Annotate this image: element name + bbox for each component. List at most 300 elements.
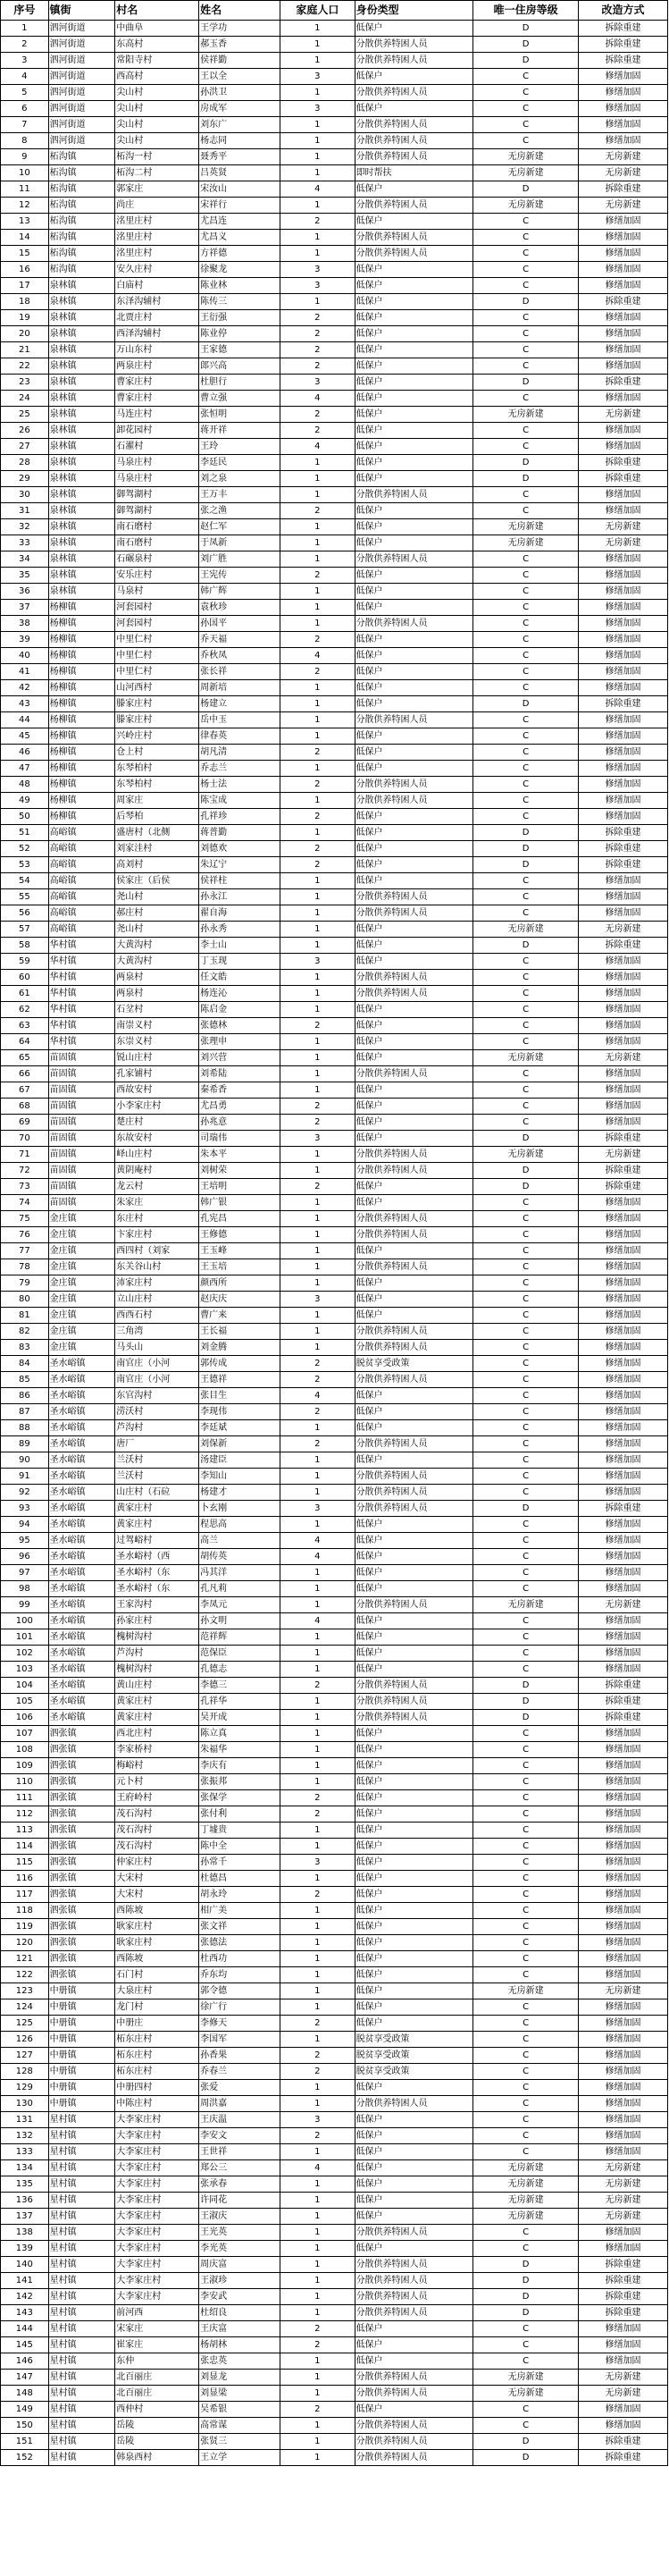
cell-renovation-method: 修缮加固 <box>579 2321 668 2337</box>
cell-index: 58 <box>1 938 49 954</box>
cell-household-size: 1 <box>280 938 355 954</box>
cell-village: 大李家庄村 <box>115 2273 199 2289</box>
cell-town: 泗张镇 <box>48 1742 115 1758</box>
table-row <box>1 1855 668 1871</box>
cell-village: 北贾庄村 <box>115 310 199 326</box>
cell-name: 王学功 <box>199 21 280 37</box>
cell-town: 高峪镇 <box>48 873 115 889</box>
cell-index: 16 <box>1 262 49 278</box>
cell-town: 圣水峪镇 <box>48 1597 115 1613</box>
cell-identity-type: 低保户 <box>355 21 473 37</box>
cell-housing-level: C <box>473 133 579 149</box>
cell-town: 高峪镇 <box>48 905 115 922</box>
table-row <box>1 1967 668 1983</box>
cell-index: 92 <box>1 1485 49 1501</box>
cell-identity-type: 低保户 <box>355 1774 473 1790</box>
cell-town: 泗河街道 <box>48 37 115 53</box>
cell-town: 圣水峪镇 <box>48 1533 115 1549</box>
cell-identity-type: 低保户 <box>355 2193 473 2209</box>
cell-name: 郭令德 <box>199 1983 280 1999</box>
cell-town: 泉林镇 <box>48 568 115 584</box>
cell-household-size: 1 <box>280 2257 355 2273</box>
cell-housing-level: C <box>473 1452 579 1469</box>
cell-index: 39 <box>1 632 49 648</box>
cell-index: 7 <box>1 117 49 133</box>
cell-index: 57 <box>1 922 49 938</box>
cell-household-size: 4 <box>280 439 355 455</box>
cell-identity-type: 低保户 <box>355 375 473 391</box>
cell-identity-type: 低保户 <box>355 2080 473 2096</box>
cell-village: 东官沟村 <box>115 1388 199 1404</box>
cell-index: 46 <box>1 745 49 761</box>
table-row <box>1 2353 668 2370</box>
cell-identity-type: 低保户 <box>355 1887 473 1903</box>
cell-identity-type: 低保户 <box>355 358 473 375</box>
cell-town: 金庄镇 <box>48 1292 115 1308</box>
cell-village: 滕家庄村 <box>115 696 199 712</box>
cell-index: 53 <box>1 857 49 873</box>
cell-village: 北百丽庄 <box>115 2370 199 2386</box>
cell-renovation-method: 修缮加固 <box>579 487 668 503</box>
cell-identity-type: 分散供养特困人员 <box>355 2257 473 2273</box>
cell-index: 94 <box>1 1517 49 1533</box>
table-row <box>1 1823 668 1839</box>
table-row <box>1 214 668 230</box>
cell-household-size: 2 <box>280 2048 355 2064</box>
cell-name: 高兰 <box>199 1533 280 1549</box>
cell-household-size: 1 <box>280 793 355 809</box>
cell-town: 星村镇 <box>48 2128 115 2144</box>
table-row <box>1 2096 668 2112</box>
cell-name: 袁秋珍 <box>199 600 280 616</box>
cell-name: 周新培 <box>199 680 280 696</box>
cell-village: 圣水峪村（西 <box>115 1549 199 1565</box>
cell-village: 柘东庄村 <box>115 2048 199 2064</box>
cell-town: 圣水峪镇 <box>48 1436 115 1452</box>
cell-identity-type: 低保户 <box>355 278 473 294</box>
cell-village: 高刘村 <box>115 857 199 873</box>
cell-renovation-method: 拆除重建 <box>579 1710 668 1726</box>
cell-town: 星村镇 <box>48 2241 115 2257</box>
cell-name: 周洪嘉 <box>199 2096 280 2112</box>
cell-town: 高峪镇 <box>48 889 115 905</box>
table-row <box>1 1211 668 1227</box>
cell-household-size: 1 <box>280 680 355 696</box>
cell-housing-level: C <box>473 2064 579 2080</box>
cell-name: 王玉培 <box>199 1259 280 1275</box>
cell-village: 东高村 <box>115 37 199 53</box>
cell-name: 宋汝山 <box>199 181 280 198</box>
cell-village: 刘家洼村 <box>115 841 199 857</box>
cell-town: 苗固镇 <box>48 1082 115 1099</box>
cell-index: 109 <box>1 1758 49 1774</box>
cell-housing-level: D <box>473 1694 579 1710</box>
cell-index: 62 <box>1 1002 49 1018</box>
cell-household-size: 1 <box>280 970 355 986</box>
cell-index: 105 <box>1 1694 49 1710</box>
cell-index: 49 <box>1 793 49 809</box>
cell-housing-level: D <box>473 53 579 69</box>
cell-housing-level: C <box>473 214 579 230</box>
cell-identity-type: 低保户 <box>355 1855 473 1871</box>
cell-town: 杨柳镇 <box>48 777 115 793</box>
cell-housing-level: C <box>473 69 579 85</box>
cell-renovation-method: 拆除重建 <box>579 2257 668 2273</box>
cell-renovation-method: 修缮加固 <box>579 551 668 568</box>
cell-index: 72 <box>1 1163 49 1179</box>
cell-housing-level: C <box>473 1839 579 1855</box>
cell-identity-type: 低保户 <box>355 1903 473 1919</box>
cell-village: 河套园村 <box>115 600 199 616</box>
cell-village: 小李家庄村 <box>115 1099 199 1115</box>
cell-identity-type: 即时帮扶 <box>355 165 473 181</box>
table-row <box>1 85 668 101</box>
table-row <box>1 1613 668 1629</box>
cell-identity-type: 分散供养特困人员 <box>355 777 473 793</box>
cell-housing-level: C <box>473 712 579 728</box>
cell-renovation-method: 修缮加固 <box>579 246 668 262</box>
cell-index: 27 <box>1 439 49 455</box>
cell-village: 曹家庄村 <box>115 391 199 407</box>
cell-household-size: 2 <box>280 664 355 680</box>
cell-renovation-method: 修缮加固 <box>579 2048 668 2064</box>
cell-identity-type: 低保户 <box>355 857 473 873</box>
cell-index: 102 <box>1 1646 49 1662</box>
cell-village: 孙家庄村 <box>115 1613 199 1629</box>
header-name: 姓名 <box>199 1 280 21</box>
cell-village: 大李家庄村 <box>115 2289 199 2305</box>
cell-index: 127 <box>1 2048 49 2064</box>
cell-household-size: 2 <box>280 214 355 230</box>
cell-housing-level: C <box>473 1742 579 1758</box>
cell-village: 西陈坡 <box>115 1903 199 1919</box>
cell-name: 张保学 <box>199 1790 280 1806</box>
cell-household-size: 1 <box>280 761 355 777</box>
cell-identity-type: 低保户 <box>355 2209 473 2225</box>
cell-identity-type: 低保户 <box>355 2016 473 2032</box>
cell-name: 乔东均 <box>199 1967 280 1983</box>
cell-identity-type: 低保户 <box>355 1131 473 1147</box>
cell-housing-level: C <box>473 1758 579 1774</box>
cell-village: 中册庄 <box>115 2016 199 2032</box>
cell-town: 泗张镇 <box>48 1903 115 1919</box>
cell-name: 程思高 <box>199 1517 280 1533</box>
cell-name: 孔凡莉 <box>199 1581 280 1597</box>
cell-index: 87 <box>1 1404 49 1420</box>
cell-housing-level: C <box>473 632 579 648</box>
cell-household-size: 1 <box>280 2370 355 2386</box>
cell-renovation-method: 拆除重建 <box>579 294 668 310</box>
cell-village: 御驾湖村 <box>115 503 199 519</box>
cell-name: 侯祥柱 <box>199 873 280 889</box>
cell-identity-type: 脱贫享受政策 <box>355 1356 473 1372</box>
cell-village: 西仲村 <box>115 2402 199 2418</box>
cell-identity-type: 低保户 <box>355 407 473 423</box>
cell-identity-type: 低保户 <box>355 1662 473 1678</box>
cell-index: 48 <box>1 777 49 793</box>
cell-household-size: 1 <box>280 873 355 889</box>
cell-index: 71 <box>1 1147 49 1163</box>
cell-town: 圣水峪镇 <box>48 1565 115 1581</box>
table-row <box>1 1340 668 1356</box>
cell-town: 圣水峪镇 <box>48 1356 115 1372</box>
table-row <box>1 1163 668 1179</box>
cell-identity-type: 低保户 <box>355 214 473 230</box>
cell-identity-type: 分散供养特困人员 <box>355 117 473 133</box>
cell-name: 孔宪昌 <box>199 1211 280 1227</box>
cell-village: 大李家庄村 <box>115 2176 199 2193</box>
cell-housing-level: C <box>473 2032 579 2048</box>
cell-town: 泉林镇 <box>48 278 115 294</box>
cell-village: 卞家庄村 <box>115 1227 199 1243</box>
header-index: 序号 <box>1 1 49 21</box>
cell-index: 99 <box>1 1597 49 1613</box>
cell-village: 南石磨村 <box>115 535 199 551</box>
cell-village: 南崇义村 <box>115 1018 199 1034</box>
cell-renovation-method: 修缮加固 <box>579 712 668 728</box>
cell-village: 大宋村 <box>115 1871 199 1887</box>
cell-household-size: 2 <box>280 1678 355 1694</box>
cell-name: 赵庆庆 <box>199 1292 280 1308</box>
cell-renovation-method: 无房新建 <box>579 535 668 551</box>
cell-renovation-method: 修缮加固 <box>579 1855 668 1871</box>
cell-housing-level: C <box>473 970 579 986</box>
cell-identity-type: 分散供养特困人员 <box>355 1259 473 1275</box>
cell-town: 金庄镇 <box>48 1308 115 1324</box>
cell-housing-level: C <box>473 2048 579 2064</box>
cell-town: 中册镇 <box>48 2048 115 2064</box>
cell-name: 张付利 <box>199 1806 280 1823</box>
cell-housing-level: D <box>473 2257 579 2273</box>
cell-identity-type: 低保户 <box>355 1629 473 1646</box>
table-row <box>1 358 668 375</box>
cell-household-size: 1 <box>280 455 355 471</box>
cell-index: 100 <box>1 1613 49 1629</box>
cell-name: 李德三 <box>199 1678 280 1694</box>
cell-index: 64 <box>1 1034 49 1050</box>
cell-renovation-method: 修缮加固 <box>579 600 668 616</box>
cell-name: 孙文明 <box>199 1613 280 1629</box>
cell-name: 刘德欢 <box>199 841 280 857</box>
cell-village: 西故安村 <box>115 1082 199 1099</box>
table-row <box>1 696 668 712</box>
table-row <box>1 1050 668 1066</box>
cell-index: 63 <box>1 1018 49 1034</box>
cell-index: 139 <box>1 2241 49 2257</box>
cell-village: 河套园村 <box>115 616 199 632</box>
cell-household-size: 1 <box>280 1951 355 1967</box>
cell-name: 陈业停 <box>199 326 280 342</box>
cell-renovation-method: 修缮加固 <box>579 1340 668 1356</box>
cell-housing-level: C <box>473 1195 579 1211</box>
cell-identity-type: 分散供养特困人员 <box>355 198 473 214</box>
cell-identity-type: 脱贫享受政策 <box>355 2048 473 2064</box>
cell-town: 华村镇 <box>48 938 115 954</box>
table-row <box>1 53 668 69</box>
cell-index: 24 <box>1 391 49 407</box>
cell-renovation-method: 修缮加固 <box>579 1806 668 1823</box>
cell-index: 85 <box>1 1372 49 1388</box>
cell-index: 9 <box>1 149 49 165</box>
cell-renovation-method: 修缮加固 <box>579 2337 668 2353</box>
cell-housing-level: C <box>473 584 579 600</box>
cell-index: 147 <box>1 2370 49 2386</box>
cell-renovation-method: 修缮加固 <box>579 214 668 230</box>
cell-housing-level: C <box>473 1646 579 1662</box>
cell-renovation-method: 修缮加固 <box>579 745 668 761</box>
cell-identity-type: 分散供养特困人员 <box>355 1485 473 1501</box>
cell-town: 泗张镇 <box>48 1855 115 1871</box>
cell-town: 星村镇 <box>48 2112 115 2128</box>
cell-household-size: 1 <box>280 21 355 37</box>
cell-village: 耿家庄村 <box>115 1935 199 1951</box>
cell-town: 柘沟镇 <box>48 230 115 246</box>
table-row <box>1 1469 668 1485</box>
cell-household-size: 1 <box>280 198 355 214</box>
cell-name: 杨志同 <box>199 133 280 149</box>
cell-identity-type: 低保户 <box>355 1195 473 1211</box>
table-row <box>1 2273 668 2289</box>
cell-village: 尖山村 <box>115 133 199 149</box>
cell-index: 122 <box>1 1967 49 1983</box>
table-row <box>1 841 668 857</box>
cell-household-size: 1 <box>280 1629 355 1646</box>
cell-index: 131 <box>1 2112 49 2128</box>
cell-housing-level: C <box>473 1629 579 1646</box>
cell-identity-type: 低保户 <box>355 1646 473 1662</box>
cell-town: 杨柳镇 <box>48 600 115 616</box>
cell-index: 93 <box>1 1501 49 1517</box>
cell-name: 刘广胜 <box>199 551 280 568</box>
cell-renovation-method: 修缮加固 <box>579 2112 668 2128</box>
cell-index: 23 <box>1 375 49 391</box>
table-row <box>1 2048 668 2064</box>
cell-name: 孙兆意 <box>199 1115 280 1131</box>
cell-index: 83 <box>1 1340 49 1356</box>
table-row <box>1 2209 668 2225</box>
table-row <box>1 2193 668 2209</box>
table-row <box>1 761 668 777</box>
cell-village: 周家庄 <box>115 793 199 809</box>
cell-renovation-method: 修缮加固 <box>579 1871 668 1887</box>
cell-index: 28 <box>1 455 49 471</box>
cell-identity-type: 低保户 <box>355 2402 473 2418</box>
cell-name: 张理申 <box>199 1034 280 1050</box>
cell-housing-level: C <box>473 600 579 616</box>
cell-household-size: 1 <box>280 133 355 149</box>
cell-town: 杨柳镇 <box>48 712 115 728</box>
cell-housing-level: D <box>473 2273 579 2289</box>
cell-household-size: 1 <box>280 616 355 632</box>
cell-town: 华村镇 <box>48 954 115 970</box>
cell-village: 芦沟村 <box>115 1646 199 1662</box>
header-village: 村名 <box>115 1 199 21</box>
cell-village: 耿家庄村 <box>115 1919 199 1935</box>
cell-name: 杜德昌 <box>199 1871 280 1887</box>
table-row <box>1 1356 668 1372</box>
cell-village: 中册四村 <box>115 2080 199 2096</box>
cell-name: 张长祥 <box>199 664 280 680</box>
cell-town: 星村镇 <box>48 2450 115 2466</box>
table-row <box>1 1790 668 1806</box>
cell-town: 杨柳镇 <box>48 648 115 664</box>
table-row <box>1 1308 668 1324</box>
cell-renovation-method: 修缮加固 <box>579 2402 668 2418</box>
cell-housing-level: C <box>473 648 579 664</box>
cell-renovation-method: 修缮加固 <box>579 1903 668 1919</box>
cell-index: 4 <box>1 69 49 85</box>
cell-town: 苗固镇 <box>48 1179 115 1195</box>
cell-renovation-method: 修缮加固 <box>579 117 668 133</box>
cell-household-size: 2 <box>280 1179 355 1195</box>
cell-household-size: 1 <box>280 37 355 53</box>
cell-index: 66 <box>1 1066 49 1082</box>
table-row <box>1 857 668 873</box>
cell-town: 星村镇 <box>48 2257 115 2273</box>
cell-index: 42 <box>1 680 49 696</box>
cell-housing-level: C <box>473 568 579 584</box>
cell-name: 司瑞伟 <box>199 1131 280 1147</box>
cell-index: 88 <box>1 1420 49 1436</box>
cell-household-size: 2 <box>280 1372 355 1388</box>
cell-name: 孙永江 <box>199 889 280 905</box>
cell-town: 泗张镇 <box>48 1726 115 1742</box>
table-row <box>1 922 668 938</box>
cell-household-size: 4 <box>280 1613 355 1629</box>
cell-renovation-method: 修缮加固 <box>579 648 668 664</box>
cell-town: 圣水峪镇 <box>48 1517 115 1533</box>
table-row <box>1 535 668 551</box>
cell-town: 圣水峪镇 <box>48 1420 115 1436</box>
cell-name: 王玲 <box>199 439 280 455</box>
cell-identity-type: 低保户 <box>355 1549 473 1565</box>
cell-household-size: 1 <box>280 1935 355 1951</box>
cell-household-size: 1 <box>280 600 355 616</box>
cell-town: 泗张镇 <box>48 1774 115 1790</box>
cell-renovation-method: 修缮加固 <box>579 2096 668 2112</box>
cell-name: 王以全 <box>199 69 280 85</box>
cell-household-size: 1 <box>280 1903 355 1919</box>
cell-housing-level: C <box>473 1099 579 1115</box>
cell-village: 西四村（刘家 <box>115 1243 199 1259</box>
cell-town: 星村镇 <box>48 2305 115 2321</box>
cell-housing-level: D <box>473 1501 579 1517</box>
table-row <box>1 2370 668 2386</box>
cell-town: 柘沟镇 <box>48 198 115 214</box>
cell-village: 常阳寺村 <box>115 53 199 69</box>
cell-index: 29 <box>1 471 49 487</box>
cell-index: 25 <box>1 407 49 423</box>
cell-renovation-method: 修缮加固 <box>579 761 668 777</box>
cell-name: 王宪传 <box>199 568 280 584</box>
table-row <box>1 584 668 600</box>
cell-identity-type: 低保户 <box>355 181 473 198</box>
cell-identity-type: 分散供养特困人员 <box>355 1066 473 1082</box>
table-row <box>1 745 668 761</box>
cell-town: 泉林镇 <box>48 584 115 600</box>
cell-name: 高常谋 <box>199 2418 280 2434</box>
cell-name: 刘东广 <box>199 117 280 133</box>
cell-renovation-method: 修缮加固 <box>579 2064 668 2080</box>
cell-village: 宋家庄 <box>115 2321 199 2337</box>
cell-renovation-method: 修缮加固 <box>579 342 668 358</box>
cell-household-size: 1 <box>280 2418 355 2434</box>
cell-village: 大黄沟村 <box>115 938 199 954</box>
cell-renovation-method: 拆除重建 <box>579 2305 668 2321</box>
cell-renovation-method: 修缮加固 <box>579 1533 668 1549</box>
cell-name: 李廷斌 <box>199 1420 280 1436</box>
cell-index: 120 <box>1 1935 49 1951</box>
